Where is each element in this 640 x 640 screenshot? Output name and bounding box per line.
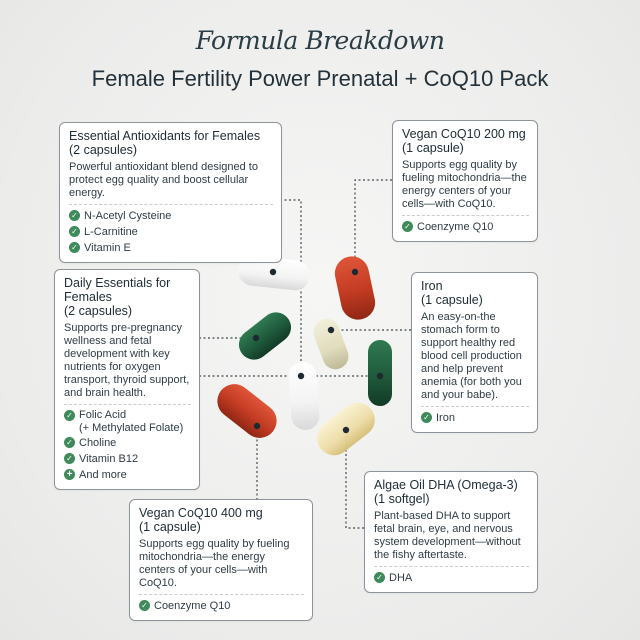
list-item: ✓ Iron <box>421 410 529 426</box>
divider <box>69 204 273 205</box>
card-title: Algae Oil DHA (Omega-3) <box>374 478 518 492</box>
card-coq10-400 <box>129 499 313 621</box>
list-item: + And more <box>64 467 191 483</box>
card-title: Iron <box>421 279 443 293</box>
red-capsule-small <box>332 253 379 323</box>
card-title: Vegan CoQ10 400 mg <box>139 506 263 520</box>
check-icon: ✓ <box>69 226 80 237</box>
red-capsule-large <box>211 377 284 444</box>
card-description: Powerful antioxidant blend designed to protect egg quality and boost cellular energy. <box>69 161 258 199</box>
check-icon: ✓ <box>374 572 385 583</box>
check-icon: ✓ <box>69 210 80 221</box>
white-capsule-vertical <box>288 361 321 431</box>
check-icon: ✓ <box>64 437 75 448</box>
divider <box>374 566 529 567</box>
check-icon: ✓ <box>69 242 80 253</box>
card-description: Supports egg quality by fueling mitochondria—the energy centers of your cells—with CoQ10. <box>139 538 290 589</box>
list-item: ✓ Choline <box>64 435 191 451</box>
script-title: Formula Breakdown <box>195 26 445 55</box>
list-item: ✓ DHA <box>374 570 529 586</box>
card-quantity: (2 capsules) <box>69 143 138 157</box>
green-capsule-left <box>233 306 297 365</box>
card-dha <box>364 471 538 593</box>
card-title: Essential Antioxidants for Females <box>69 129 261 143</box>
check-icon: ✓ <box>139 600 150 611</box>
page-title: Female Fertility Power Prenatal + CoQ10 Pack <box>91 66 549 91</box>
card-iron <box>411 272 538 433</box>
divider <box>402 215 529 216</box>
list-item: ✓ N-Acetyl Cysteine <box>69 208 273 224</box>
divider <box>139 594 304 595</box>
card-quantity: (1 softgel) <box>374 492 430 506</box>
card-antioxidants <box>59 122 282 263</box>
check-icon: ✓ <box>402 221 413 232</box>
card-quantity: (1 capsule) <box>421 293 483 307</box>
divider <box>421 406 529 407</box>
card-description: An easy-on-the stomach form to support healthy red blood cell production and help prevent anemia (for both you and your babe). <box>421 311 522 401</box>
check-icon: ✓ <box>64 410 75 421</box>
leader-line-coq10-200 <box>355 180 392 272</box>
card-description: Plant-based DHA to support fetal brain, eye, and nervous system development—without the fishy aftertaste. <box>374 510 521 561</box>
card-daily-essentials <box>54 269 200 490</box>
card-coq10-200 <box>392 120 538 242</box>
plus-icon: + <box>64 469 75 480</box>
list-item: ✓ Folic Acid (+ Methylated Folate) <box>64 408 191 435</box>
card-description: Supports egg quality by fueling mitochondria—the energy centers of your cells—with CoQ10. <box>402 159 527 210</box>
card-quantity: (1 capsule) <box>402 141 464 155</box>
divider <box>64 404 191 405</box>
cream-capsule <box>310 315 352 373</box>
card-quantity: (2 capsules) <box>64 304 133 318</box>
list-item: ✓ Vitamin B12 <box>64 451 191 467</box>
list-item: ✓ Vitamin E <box>69 240 273 256</box>
list-item: ✓ Coenzyme Q10 <box>402 219 529 235</box>
card-title: Daily Essentials for Females <box>64 276 171 304</box>
card-title: Vegan CoQ10 200 mg <box>402 127 526 141</box>
check-icon: ✓ <box>421 412 432 423</box>
card-quantity: (1 capsule) <box>139 520 201 534</box>
list-item: ✓ Coenzyme Q10 <box>139 598 304 614</box>
check-icon: ✓ <box>64 453 75 464</box>
list-item: ✓ L-Carnitine <box>69 224 273 240</box>
card-description: Supports pre-pregnancy wellness and fetal development with key nutrients for oxygen transport, thyroid support, and brain health. <box>64 322 190 399</box>
